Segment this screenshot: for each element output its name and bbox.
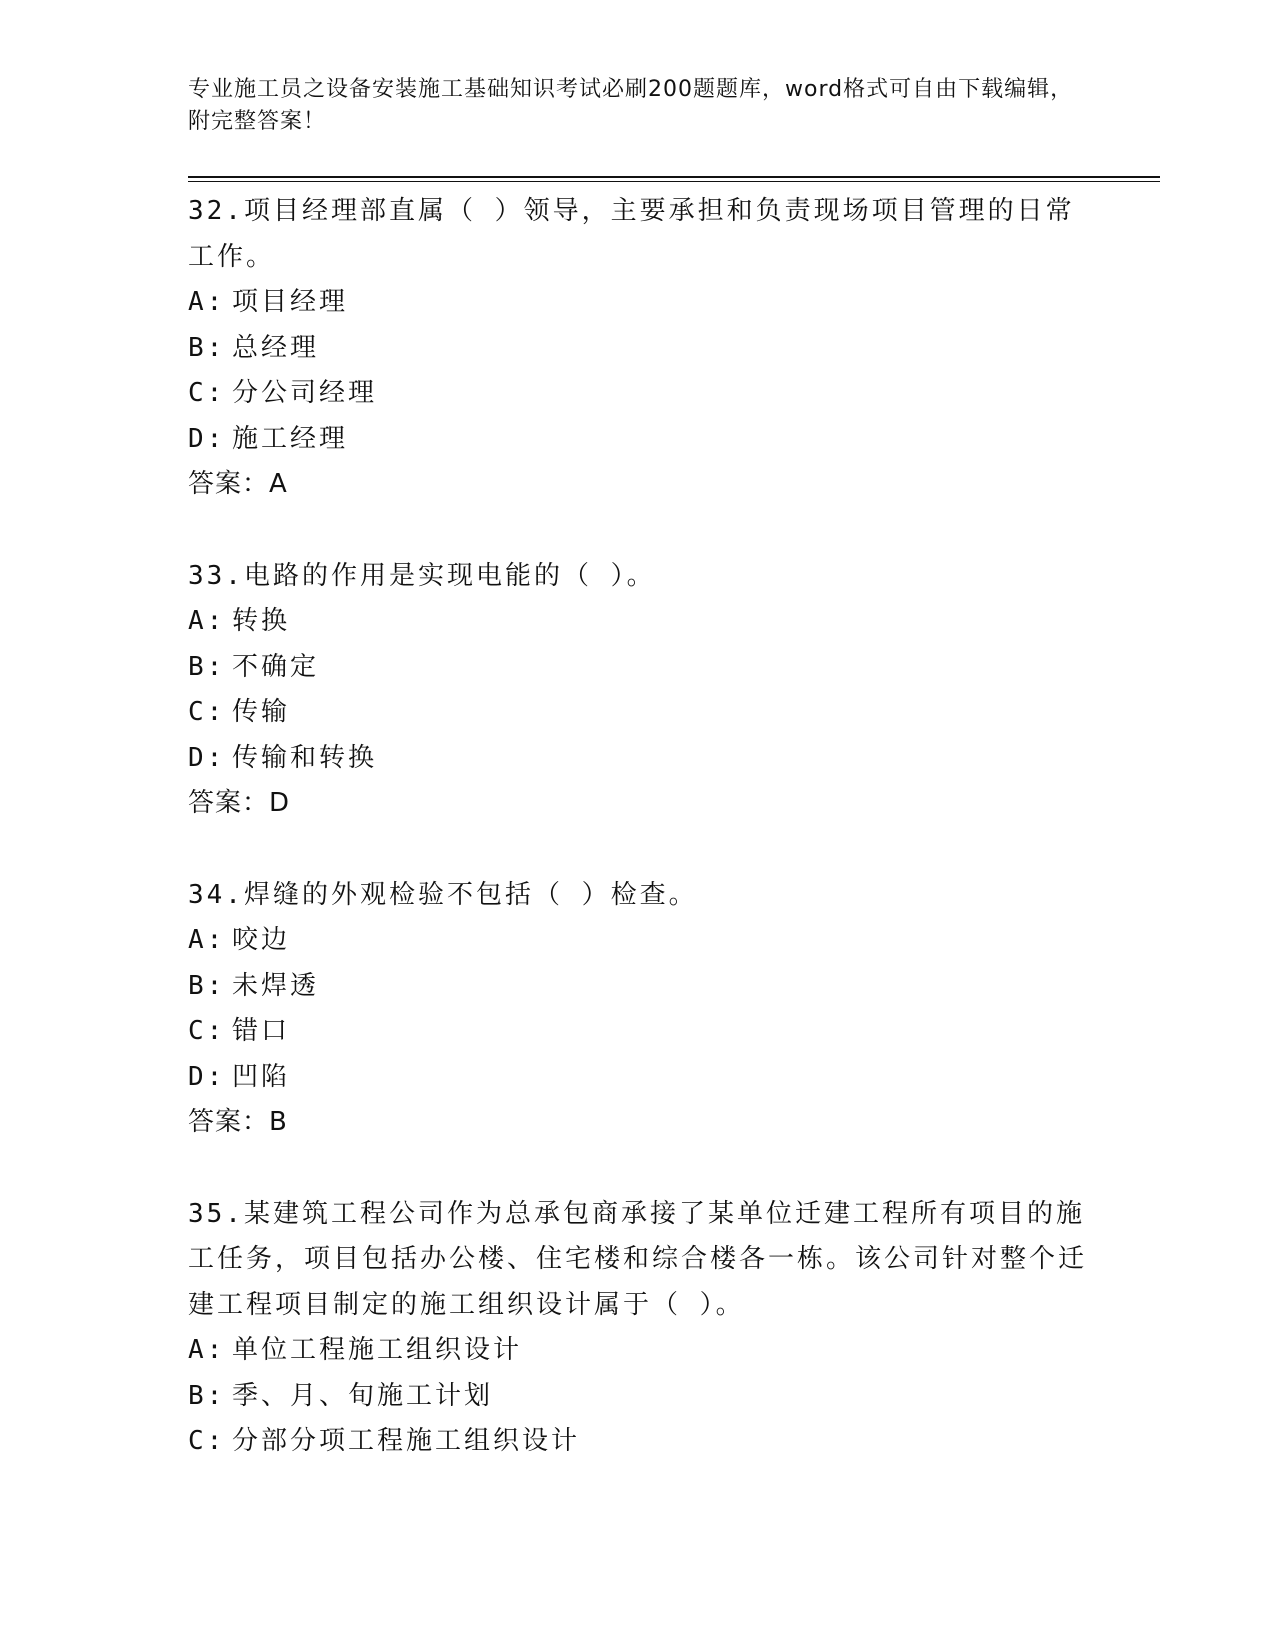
document-header: 专业施工员之设备安装施工基础知识考试必刷200题题库，word格式可自由下载编辑，附完整答案！ [188, 77, 1074, 134]
option-key: A: [188, 925, 226, 955]
option-text: 传输 [232, 697, 291, 727]
option-c [188, 1419, 1088, 1465]
option-text: 施工经理 [232, 423, 349, 454]
option-key: C: [188, 1426, 226, 1456]
question-list [188, 189, 1088, 1511]
option-text: 咬边 [232, 925, 291, 955]
question-stem: 35.某建筑工程公司作为总承包商承接了某单位迁建工程所有项目的施工任务，项目包括办公楼、住宅楼和综合楼各一栋。该公司针对整个迁建工程项目制定的施工组织设计属于（ ）。 [188, 1198, 1088, 1320]
option-text: 不确定 [232, 651, 320, 682]
header-rule-thin [188, 181, 1160, 182]
question-stem: 34.焊缝的外观检验不包括（ ）检查。 [188, 879, 698, 910]
option-b [188, 326, 1088, 372]
option-text: 总经理 [232, 332, 320, 363]
option-key: A: [188, 606, 226, 636]
option-key: B: [188, 1380, 226, 1411]
option-a [188, 599, 1088, 645]
option-key: C: [188, 378, 226, 408]
question-35 [188, 1192, 1088, 1465]
option-key: A: [188, 1335, 226, 1365]
option-key: C: [188, 697, 226, 727]
answer-line: 答案：D [188, 788, 291, 818]
option-text: 单位工程施工组织设计 [232, 1335, 523, 1365]
option-text: 季、月、旬施工计划 [232, 1380, 494, 1411]
option-key: C: [188, 1016, 226, 1046]
option-text: 项目经理 [232, 287, 349, 317]
option-text: 未焊透 [232, 970, 320, 1001]
option-text: 分公司经理 [232, 378, 378, 408]
answer-line: 答案：B [188, 1107, 288, 1137]
option-d [188, 736, 1088, 782]
option-key: D: [188, 423, 226, 454]
option-key: D: [188, 1061, 226, 1092]
option-b [188, 964, 1088, 1010]
option-a [188, 918, 1088, 964]
question-33 [188, 554, 1088, 827]
option-key: B: [188, 332, 226, 363]
answer-line: 答案：A [188, 469, 288, 499]
option-key: A: [188, 287, 226, 317]
option-text: 转换 [232, 606, 291, 636]
option-text: 传输和转换 [232, 742, 378, 773]
question-34 [188, 873, 1088, 1146]
option-key: D: [188, 742, 226, 773]
option-b [188, 1374, 1088, 1420]
option-d [188, 417, 1088, 463]
option-c [188, 690, 1088, 736]
option-a [188, 1328, 1088, 1374]
option-c [188, 1009, 1088, 1055]
question-stem: 33.电路的作用是实现电能的（ ）。 [188, 560, 656, 591]
option-text: 凹陷 [232, 1061, 291, 1092]
option-c [188, 371, 1088, 417]
option-key: B: [188, 651, 226, 682]
question-stem: 32.项目经理部直属（ ）领导，主要承担和负责现场项目管理的日常工作。 [188, 196, 1075, 272]
header-rule-thick [188, 176, 1160, 178]
option-a [188, 280, 1088, 326]
option-key: B: [188, 970, 226, 1001]
question-32 [188, 189, 1088, 508]
option-d [188, 1055, 1088, 1101]
option-b [188, 645, 1088, 691]
option-text: 分部分项工程施工组织设计 [232, 1426, 581, 1456]
option-text: 错口 [232, 1016, 291, 1046]
